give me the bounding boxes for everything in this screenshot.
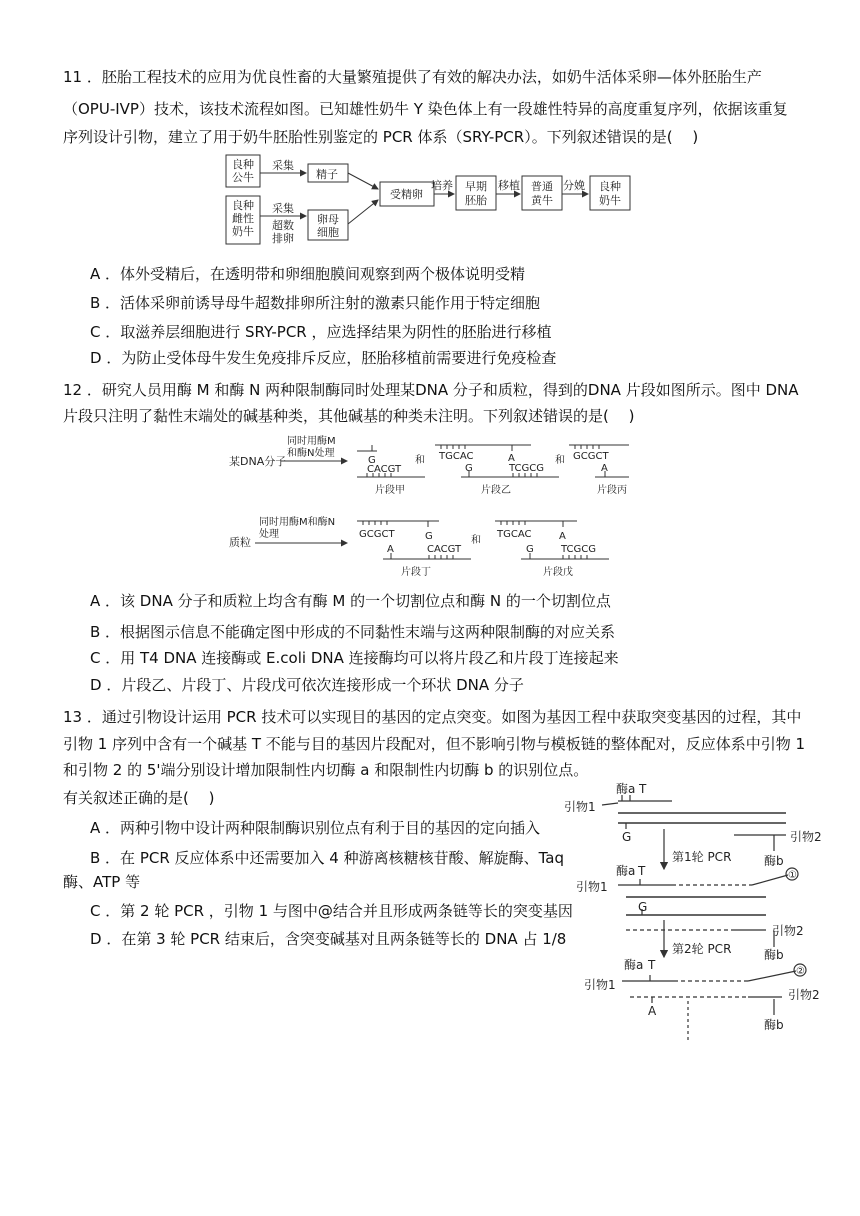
result-label-1: 良种 — [599, 180, 621, 193]
q13-stem-line-4: 有关叙述正确的是( ) — [63, 789, 215, 807]
q11-option-b: B ．活体采卵前诱导母牛超数排卵所注射的激素只能作用于特定细胞 — [90, 294, 541, 312]
q13-option-b-line2: 酶、ATP 等 — [63, 873, 141, 891]
superov-label-2: 排卵 — [272, 232, 294, 245]
transfer-label: 移植 — [498, 179, 520, 192]
frag-wu-bottom-right: TCGCG — [561, 544, 596, 555]
enzyme-a-label-2: 酶a — [616, 864, 636, 878]
culture-label: 培养 — [431, 179, 453, 192]
bull-label-1: 良种 — [232, 158, 254, 171]
base-g-label-1: G — [622, 830, 632, 844]
collect-label-1: 采集 — [272, 159, 294, 172]
q11-option-a: A ．体外受精后，在透明带和卵细胞膜间观察到两个极体说明受精 — [90, 265, 526, 283]
base-t-label-1: T — [639, 782, 647, 796]
frag-yi-bottom-right: TCGCG — [509, 463, 544, 474]
q13-option-d: D ．在第 3 轮 PCR 结束后，含突变碱基对且两条链等长的 DNA 占 1/8 — [90, 930, 567, 948]
base-t-label-2: T — [638, 864, 646, 878]
treat2-line2: 处理 — [259, 529, 279, 540]
and-1: 和 — [415, 455, 425, 466]
frag-bing-top: GCGCT — [573, 451, 609, 462]
egg-label-1: 卵母 — [317, 213, 339, 226]
frag-jia-top: G — [368, 455, 376, 466]
base-a-label: A — [648, 1004, 657, 1018]
superov-label-1: 超数 — [272, 219, 294, 232]
primer2-label-1: 引物2 — [790, 830, 822, 844]
treat1-line2: 和酶N处理 — [287, 448, 335, 459]
dna-molecule-label: 某DNA分子 — [229, 455, 287, 468]
and-3: 和 — [471, 535, 481, 546]
q12-fragment-diagram — [225, 433, 645, 583]
collect-label-2: 采集 — [272, 202, 294, 215]
q11-stem-line-3: 序列设计引物，建立了用于奶牛胚胎性别鉴定的 PCR 体系（SRY-PCR）。下列叙述错误的是( ) — [63, 128, 699, 146]
frag-bing-name: 片段丙 — [597, 485, 627, 496]
q13-option-a: A ．两种引物中设计两种限制酶识别位点有利于目的基因的定向插入 — [90, 819, 541, 837]
q11-stem-line-1: 11 ．胚胎工程技术的应用为优良性畜的大量繁殖提供了有效的解决办法，如奶牛活体采卵—体外胚胎生产 — [63, 68, 762, 86]
frag-ding-top-left: GCGCT — [359, 529, 395, 540]
round2-label: 第2轮 PCR — [672, 942, 732, 956]
treat1-line1: 同时用酶M — [287, 436, 336, 447]
ordinary-cow-label-2: 黄牛 — [531, 194, 553, 207]
q13-pcr-diagram — [562, 775, 832, 1045]
q12-option-a: A ．该 DNA 分子和质粒上均含有酶 M 的一个切割位点和酶 N 的一个切割位点 — [90, 592, 611, 610]
egg-label-2: 细胞 — [317, 226, 339, 239]
enzyme-a-label-1: 酶a — [616, 782, 636, 796]
frag-wu-top-right: A — [559, 531, 566, 542]
cow-label-1: 良种 — [232, 199, 254, 212]
frag-wu-top-left: TGCAC — [497, 529, 532, 540]
frag-yi-top-right: A — [508, 453, 515, 464]
sperm-label: 精子 — [316, 168, 338, 181]
q13-stem-line-3: 和引物 2 的 5'端分别设计增加限制性内切酶 a 和限制性内切酶 b 的识别位点。 — [63, 761, 589, 779]
mark-1: ① — [788, 870, 797, 881]
base-t-label-3: T — [648, 958, 656, 972]
frag-jia-name: 片段甲 — [375, 485, 405, 496]
q13-stem-line-2: 引物 1 序列中含有一个碱基 T 不能与目的基因片段配对，但不影响引物与模板链的整体配对，反应体系中引物 1 — [63, 735, 806, 753]
primer2-label-2: 引物2 — [772, 924, 804, 938]
mark-2: ② — [796, 966, 805, 977]
cow-label-2: 雌性 — [232, 212, 254, 225]
base-g-label-2: G — [638, 900, 648, 914]
embryo-label-1: 早期 — [465, 180, 487, 193]
frag-yi-name: 片段乙 — [481, 485, 511, 496]
frag-ding-top-right: G — [425, 531, 433, 542]
primer1-label-1: 引物1 — [564, 800, 596, 814]
frag-bing-bottom: A — [601, 463, 608, 474]
frag-yi-top-left: TGCAC — [439, 451, 474, 462]
embryo-label-2: 胚胎 — [465, 194, 487, 207]
primer1-label-2: 引物1 — [576, 880, 608, 894]
frag-wu-name: 片段戊 — [543, 567, 573, 578]
q12-option-b: B ．根据图示信息不能确定图中形成的不同黏性末端与这两种限制酶的对应关系 — [90, 623, 616, 641]
q13-stem-line-1: 13 ．通过引物设计运用 PCR 技术可以实现目的基因的定点突变。如图为基因工程中获取突变基因的过程，其中 — [63, 708, 802, 726]
enzyme-b-label-1: 酶b — [764, 854, 784, 868]
q11-option-c: C ．取滋养层细胞进行 SRY-PCR ，应选择结果为阴性的胚胎进行移植 — [90, 323, 552, 341]
primer1-label-3: 引物1 — [584, 978, 616, 992]
q12-stem-line-1: 12 ．研究人员用酶 M 和酶 N 两种限制酶同时处理某DNA 分子和质粒，得到的DNA 片段如图所示。图中 DNA — [63, 381, 799, 399]
q12-stem-line-2: 片段只注明了黏性末端处的碱基种类，其他碱基的种类未注明。下列叙述错误的是( ) — [63, 407, 635, 425]
frag-ding-name: 片段丁 — [401, 567, 431, 578]
round1-label: 第1轮 PCR — [672, 850, 732, 864]
frag-ding-bottom-right: CACGT — [427, 544, 462, 555]
frag-ding-bottom-left: A — [387, 544, 394, 555]
birth-label: 分娩 — [563, 179, 585, 192]
frag-wu-bottom-left: G — [526, 544, 534, 555]
q12-option-c: C ．用 T4 DNA 连接酶或 E.coli DNA 连接酶均可以将片段乙和片段丁连接起来 — [90, 649, 619, 667]
q11-stem-line-2: （OPU-IVP）技术，该技术流程如图。已知雄性奶牛 Y 染色体上有一段雄性特异的高度重复序列，依据该重复 — [63, 100, 788, 118]
frag-yi-bottom-left: G — [465, 463, 473, 474]
enzyme-b-label-2: 酶b — [764, 948, 784, 962]
q13-option-b-line1: B ．在 PCR 反应体系中还需要加入 4 种游离核糖核苷酸、解旋酶、Taq — [90, 849, 565, 867]
q11-option-d: D ．为防止受体母牛发生免疫排斥反应，胚胎移植前需要进行免疫检查 — [90, 349, 557, 367]
q11-flowchart — [220, 152, 645, 248]
q12-option-d: D ．片段乙、片段丁、片段戊可依次连接形成一个环状 DNA 分子 — [90, 676, 524, 694]
enzyme-a-label-3: 酶a — [624, 958, 644, 972]
frag-jia-bottom: CACGT — [367, 464, 402, 475]
q13-option-c: C ．第 2 轮 PCR ，引物 1 与图中@结合并且形成两条链等长的突变基因 — [90, 902, 573, 920]
enzyme-b-label-3: 酶b — [764, 1018, 784, 1032]
and-2: 和 — [555, 455, 565, 466]
cow-label-3: 奶牛 — [232, 225, 254, 238]
primer2-label-3: 引物2 — [788, 988, 820, 1002]
fertilized-egg-label: 受精卵 — [390, 188, 423, 201]
ordinary-cow-label-1: 普通 — [531, 180, 553, 193]
bull-label-2: 公牛 — [232, 171, 254, 184]
result-label-2: 奶牛 — [599, 194, 621, 207]
plasmid-label: 质粒 — [229, 536, 251, 549]
treat2-line1: 同时用酶M和酶N — [259, 517, 336, 528]
